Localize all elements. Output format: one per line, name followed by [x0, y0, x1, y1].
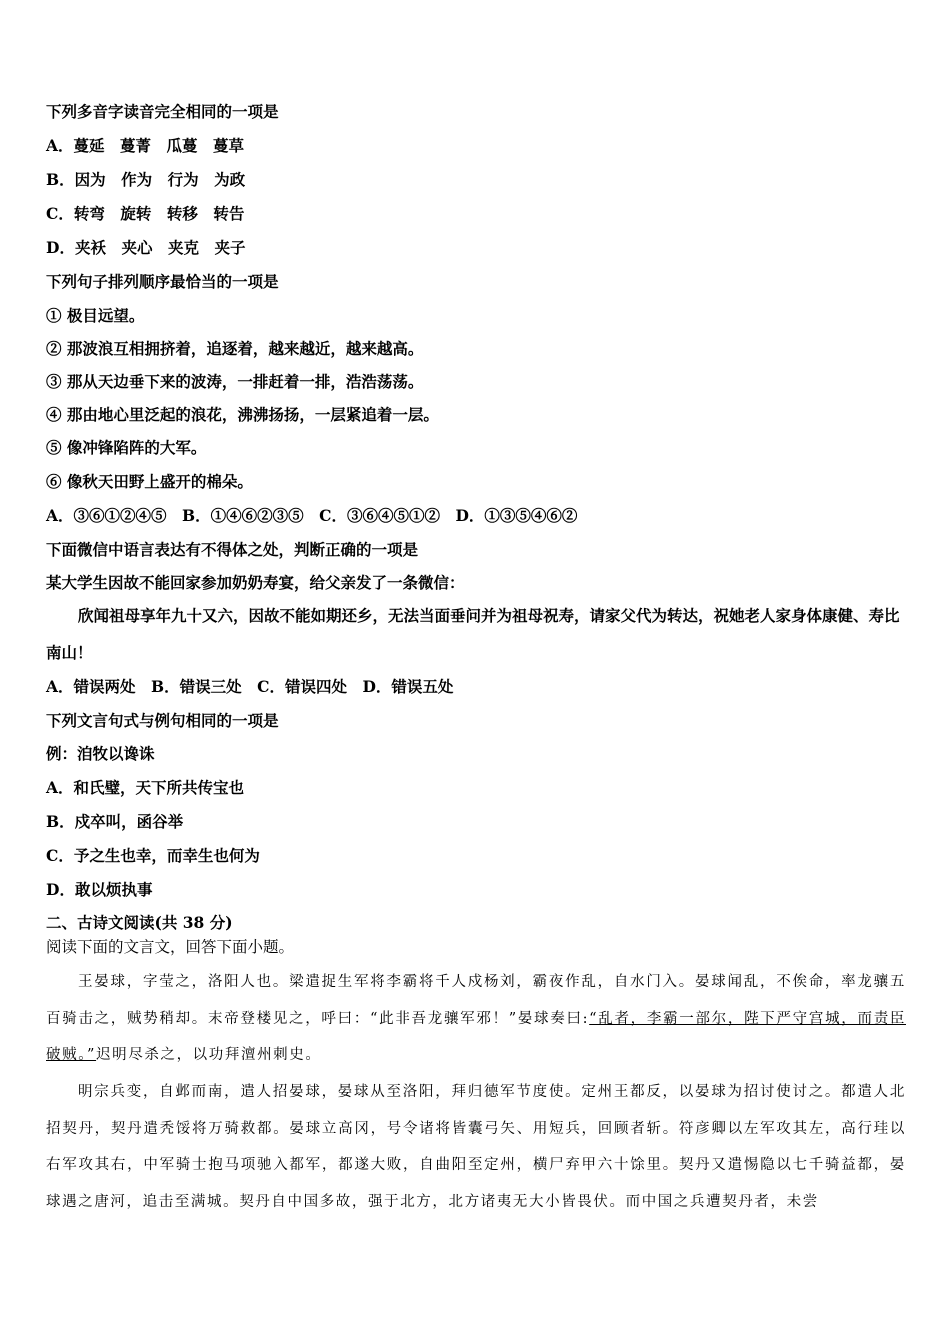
q4-option-d: D．敢以烦执事: [46, 880, 153, 899]
q2-sentence-3: ③ 那从天边垂下来的波涛，一排赶着一排，浩浩荡荡。: [46, 372, 424, 391]
q2-options: A．③⑥①②④⑤ B．①④⑥②③⑤ C．③⑥④⑤①② D．①③⑤④⑥②: [46, 506, 578, 525]
q4-example: 例：洎牧以谗诛: [46, 744, 155, 763]
q2-sentence-2: ② 那波浪互相拥挤着，追逐着，越来越近，越来越高。: [46, 339, 424, 358]
passage-p1-underlined: “乱者，李霸一部尔，陛下严守宫城，而责臣破贼。”: [46, 1010, 906, 1063]
reading-instruction: 阅读下面的文言文，回答下面小题。: [46, 938, 295, 956]
q1-stem: 下列多音字读音完全相同的一项是: [46, 102, 279, 121]
q3-stem: 下面微信中语言表达有不得体之处，判断正确的一项是: [46, 540, 419, 559]
q4-stem: 下列文言句式与例句相同的一项是: [46, 711, 279, 730]
q1-option-a: A．蔓延 蔓菁 瓜蔓 蔓草: [46, 136, 245, 155]
q1-option-d: D．夹袄 夹心 夹克 夹子: [46, 238, 246, 257]
passage-paragraph-1: [46, 964, 906, 1074]
q2-sentence-4: ④ 那由地心里泛起的浪花，沸沸扬扬，一层紧追着一层。: [46, 405, 439, 424]
passage-p1-text-b: 迟明尽杀之，以功拜澶州刺史。: [96, 1047, 322, 1063]
q3-message: 欣闻祖母享年九十又六，因故不能如期还乡，无法当面垂问并为祖母祝寿，请家父代为转达，祝她老人家身体康健、寿比南山！: [46, 606, 900, 662]
q1-option-b: B．因为 作为 行为 为政: [46, 170, 246, 189]
q4-option-b: B．戍卒叫，函谷举: [46, 812, 184, 831]
q4-option-a: A．和氏璧，天下所共传宝也: [46, 778, 245, 797]
q3-context: 某大学生因故不能回家参加奶奶寿宴，给父亲发了一条微信：: [46, 573, 465, 592]
section-heading: 二、古诗文阅读(共 38 分): [46, 913, 233, 932]
passage-paragraph-2: 明宗兵变，自邺而南，遣人招晏球，晏球从至洛阳，拜归德军节度使。定州王都反，以晏球为招讨使讨之。都遣人北招契丹，契丹遣秃馁将万骑救都。晏球立高冈，号令诸将皆囊弓矢、用短兵，回顾者斩。符彦卿以左军攻其左，高行珪以右军攻其右，中军骑士抱马项驰入都军，都遂大败，自曲阳至定州，横尸弃甲六十馀里。契丹又遣惕隐以七千骑益都，晏球遇之唐河，追击至满城。契丹自中国多故，强于北方，北方诸夷无大小皆畏伏。而中国之兵遭契丹者，未尝: [46, 1084, 906, 1210]
passage-p1-text-a: 王晏球，字莹之，洛阳人也。梁遣捉生军将李霸将千人戍杨刘，霸夜作乱，自水门入。晏球闻乱，不俟命，率龙骧五百骑击之，贼势稍却。末帝登楼见之，呼曰：“此非吾龙骧军邪！”晏球奏曰:: [46, 974, 906, 1027]
q4-option-c: C．予之生也幸，而幸生也何为: [46, 846, 260, 865]
q3-options: A．错误两处 B．错误三处 C．错误四处 D．错误五处: [46, 677, 454, 696]
q1-option-c: C．转弯 旋转 转移 转告: [46, 204, 245, 223]
q2-sentence-1: ① 极目远望。: [46, 306, 145, 325]
q2-sentence-5: ⑤ 像冲锋陷阵的大军。: [46, 438, 207, 457]
q2-sentence-6: ⑥ 像秋天田野上盛开的棉朵。: [46, 472, 253, 491]
q2-stem: 下列句子排列顺序最恰当的一项是: [46, 272, 279, 291]
